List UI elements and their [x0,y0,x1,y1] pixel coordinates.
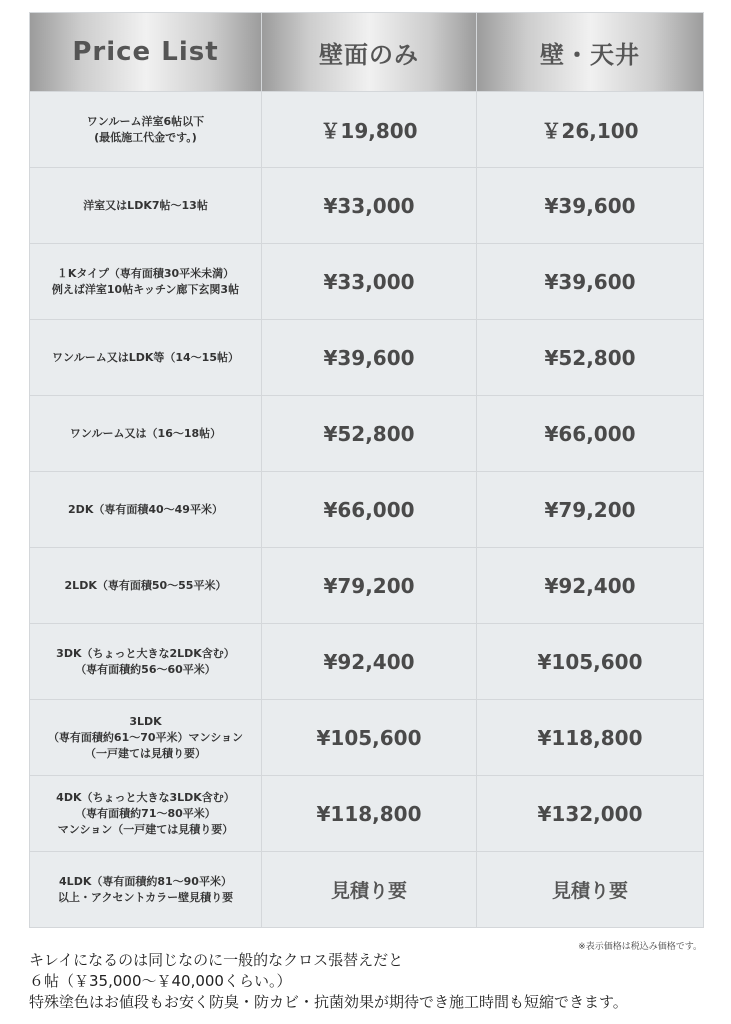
table-row [30,244,704,320]
wall-ceiling-price-cell: ¥52,800 [477,320,704,396]
footer-line-1: キレイになるのは同じなのに一般的なクロス張替えだと [29,951,404,969]
table-row [30,396,704,472]
wall-only-header: 壁面のみ [262,13,477,92]
wall-ceiling-price-cell: ￥26,100 [477,92,704,168]
room-type-cell: 2LDK（専有面積50〜55平米） [30,548,262,624]
wall-ceiling-price-cell: ¥39,600 [477,244,704,320]
room-type-cell: 2DK（専有面積40〜49平米） [30,472,262,548]
wall-only-price-cell: ¥66,000 [262,472,477,548]
table-row [30,852,704,928]
wall-ceiling-price-cell: ¥92,400 [477,548,704,624]
wall-only-price-cell: ¥52,800 [262,396,477,472]
table-row [30,700,704,776]
wall-ceiling-price-cell: ¥118,800 [477,700,704,776]
footer-line-3: 特殊塗色はお値段もお安く防臭・防カビ・抗菌効果が期待でき施工時間も短縮できます。 [29,993,628,1011]
tax-note: ※表示価格は税込み価格です。 [578,942,702,952]
wall-only-price-cell: ¥79,200 [262,548,477,624]
table-row [30,548,704,624]
header-row [30,13,704,92]
wall-ceiling-price-cell: ¥132,000 [477,776,704,852]
wall-only-price-cell: ¥105,600 [262,700,477,776]
wall-only-price-cell: ¥33,000 [262,244,477,320]
room-type-cell: １Kタイプ（専有面積30平米未満） 例えば洋室10帖キッチン廊下玄関3帖 [30,244,262,320]
table-row [30,92,704,168]
wall-ceiling-price-cell: 見積り要 [477,852,704,928]
wall-only-price-cell: ¥118,800 [262,776,477,852]
table-row [30,320,704,396]
footer-line-2: ６帖（￥35,000〜￥40,000くらい。） [29,972,292,990]
wall-only-price-cell: 見積り要 [262,852,477,928]
wall-only-price-cell: ¥33,000 [262,168,477,244]
table-row [30,168,704,244]
wall-ceiling-price-cell: ¥66,000 [477,396,704,472]
room-type-cell: 3LDK （専有面積約61〜70平米）マンション （一戸建ては見積り要） [30,700,262,776]
room-type-cell: 4LDK（専有面積約81〜90平米） 以上・アクセントカラー壁見積り要 [30,852,262,928]
room-type-cell: 洋室又はLDK7帖〜13帖 [30,168,262,244]
room-type-cell: ワンルーム又は（16〜18帖） [30,396,262,472]
wall-ceiling-price-cell: ¥39,600 [477,168,704,244]
price-table [29,12,704,928]
wall-ceiling-header: 壁・天井 [477,13,704,92]
room-type-cell: ワンルーム洋室6帖以下 (最低施工代金です。) [30,92,262,168]
wall-only-price-cell: ￥19,800 [262,92,477,168]
footer-notes [29,950,719,1013]
room-type-cell: 3DK（ちょっと大きな2LDK含む） （専有面積約56〜60平米） [30,624,262,700]
room-type-cell: 4DK（ちょっと大きな3LDK含む） （専有面積約71〜80平米） マンション（一戸建ては見積り要） [30,776,262,852]
price-list-header: Price List [30,13,262,92]
room-type-cell: ワンルーム又はLDK等（14〜15帖） [30,320,262,396]
wall-ceiling-price-cell: ¥79,200 [477,472,704,548]
table-row [30,624,704,700]
table-row [30,776,704,852]
wall-only-price-cell: ¥92,400 [262,624,477,700]
table-row [30,472,704,548]
wall-ceiling-price-cell: ¥105,600 [477,624,704,700]
wall-only-price-cell: ¥39,600 [262,320,477,396]
